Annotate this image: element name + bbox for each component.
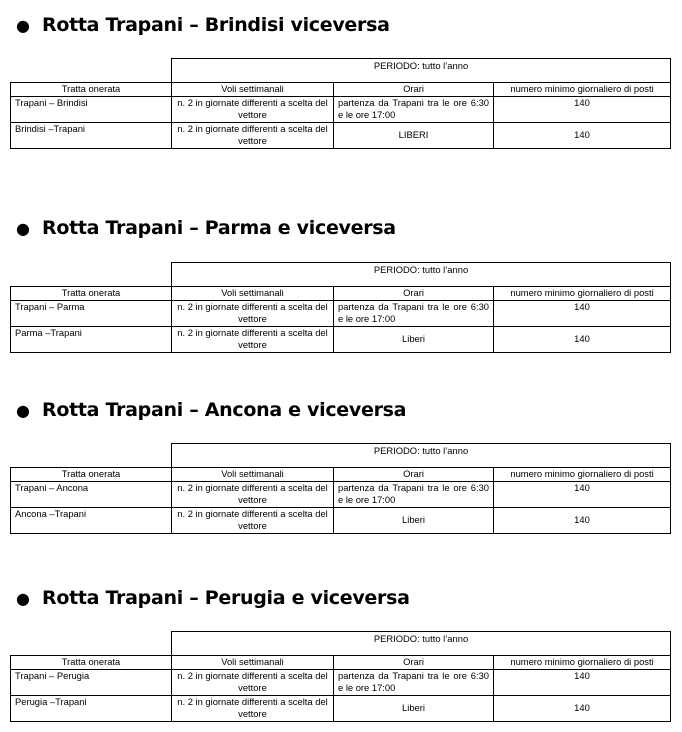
cell-voli: n. 2 in giornate differenti a scelta del vettore bbox=[172, 507, 334, 533]
periodo-cell: PERIODO: tutto l’anno bbox=[172, 444, 671, 468]
cell-orari: partenza da Trapani tra le ore 6:30 e le ore 17:00 bbox=[334, 481, 494, 507]
periodo-row bbox=[11, 59, 671, 83]
cell-voli: n. 2 in giornate differenti a scelta del vettore bbox=[172, 695, 334, 721]
route-table bbox=[10, 631, 671, 722]
header-orari: Orari bbox=[334, 656, 494, 670]
header-orari: Orari bbox=[334, 83, 494, 97]
periodo-cell: PERIODO: tutto l’anno bbox=[172, 59, 671, 83]
cell-tratta: Perugia –Trapani bbox=[11, 695, 172, 721]
cell-voli: n. 2 in giornate differenti a scelta del vettore bbox=[172, 96, 334, 122]
cell-tratta: Trapani – Brindisi bbox=[11, 96, 172, 122]
header-voli: Voli settimanali bbox=[172, 83, 334, 97]
header-posti: numero minimo giornaliero di posti bbox=[494, 83, 671, 97]
table-row bbox=[11, 695, 671, 721]
cell-posti: 140 bbox=[494, 669, 671, 695]
table-row bbox=[11, 326, 671, 352]
cell-orari: partenza da Trapani tra le ore 6:30 e le ore 17:00 bbox=[334, 669, 494, 695]
header-posti: numero minimo giornaliero di posti bbox=[494, 656, 671, 670]
table-row bbox=[11, 300, 671, 326]
table-row bbox=[11, 122, 671, 148]
header-tratta: Tratta onerata bbox=[11, 83, 172, 97]
header-row bbox=[11, 656, 671, 670]
route-heading bbox=[16, 214, 396, 242]
bullet-icon: ● bbox=[16, 588, 30, 608]
blank-cell bbox=[11, 444, 172, 468]
route-table bbox=[10, 58, 671, 149]
periodo-cell: PERIODO: tutto l’anno bbox=[172, 632, 671, 656]
cell-voli: n. 2 in giornate differenti a scelta del vettore bbox=[172, 326, 334, 352]
header-orari: Orari bbox=[334, 468, 494, 482]
route-heading bbox=[16, 396, 406, 424]
cell-posti: 140 bbox=[494, 300, 671, 326]
cell-tratta: Trapani – Ancona bbox=[11, 481, 172, 507]
route-title: Rotta Trapani – Perugia e viceversa bbox=[42, 587, 410, 609]
cell-voli: n. 2 in giornate differenti a scelta del vettore bbox=[172, 122, 334, 148]
header-row bbox=[11, 287, 671, 301]
cell-orari: Liberi bbox=[334, 507, 494, 533]
cell-tratta: Brindisi –Trapani bbox=[11, 122, 172, 148]
cell-posti: 140 bbox=[494, 507, 671, 533]
cell-posti: 140 bbox=[494, 96, 671, 122]
route-title: Rotta Trapani – Brindisi viceversa bbox=[42, 14, 390, 36]
cell-posti: 140 bbox=[494, 326, 671, 352]
cell-tratta: Trapani – Perugia bbox=[11, 669, 172, 695]
bullet-icon: ● bbox=[16, 400, 30, 420]
cell-orari: Liberi bbox=[334, 326, 494, 352]
table-row bbox=[11, 481, 671, 507]
bullet-icon: ● bbox=[16, 15, 30, 35]
header-voli: Voli settimanali bbox=[172, 287, 334, 301]
route-heading bbox=[16, 11, 390, 39]
header-orari: Orari bbox=[334, 287, 494, 301]
cell-orari: Liberi bbox=[334, 695, 494, 721]
route-table bbox=[10, 262, 671, 353]
cell-posti: 140 bbox=[494, 695, 671, 721]
header-row bbox=[11, 468, 671, 482]
cell-orari: partenza da Trapani tra le ore 6:30 e le ore 17:00 bbox=[334, 300, 494, 326]
cell-tratta: Parma –Trapani bbox=[11, 326, 172, 352]
route-heading bbox=[16, 584, 410, 612]
cell-voli: n. 2 in giornate differenti a scelta del vettore bbox=[172, 300, 334, 326]
cell-orari: LIBERI bbox=[334, 122, 494, 148]
cell-voli: n. 2 in giornate differenti a scelta del vettore bbox=[172, 481, 334, 507]
cell-tratta: Trapani – Parma bbox=[11, 300, 172, 326]
table-row bbox=[11, 507, 671, 533]
route-table bbox=[10, 443, 671, 534]
header-tratta: Tratta onerata bbox=[11, 287, 172, 301]
cell-posti: 140 bbox=[494, 481, 671, 507]
blank-cell bbox=[11, 263, 172, 287]
header-voli: Voli settimanali bbox=[172, 656, 334, 670]
table-row bbox=[11, 669, 671, 695]
cell-posti: 140 bbox=[494, 122, 671, 148]
cell-orari: partenza da Trapani tra le ore 6:30 e le ore 17:00 bbox=[334, 96, 494, 122]
periodo-row bbox=[11, 444, 671, 468]
header-posti: numero minimo giornaliero di posti bbox=[494, 287, 671, 301]
header-posti: numero minimo giornaliero di posti bbox=[494, 468, 671, 482]
periodo-row bbox=[11, 632, 671, 656]
periodo-row bbox=[11, 263, 671, 287]
header-tratta: Tratta onerata bbox=[11, 656, 172, 670]
table-row bbox=[11, 96, 671, 122]
header-voli: Voli settimanali bbox=[172, 468, 334, 482]
periodo-cell: PERIODO: tutto l’anno bbox=[172, 263, 671, 287]
route-title: Rotta Trapani – Parma e viceversa bbox=[42, 217, 396, 239]
route-title: Rotta Trapani – Ancona e viceversa bbox=[42, 399, 407, 421]
cell-tratta: Ancona –Trapani bbox=[11, 507, 172, 533]
cell-voli: n. 2 in giornate differenti a scelta del vettore bbox=[172, 669, 334, 695]
header-tratta: Tratta onerata bbox=[11, 468, 172, 482]
bullet-icon: ● bbox=[16, 218, 30, 238]
blank-cell bbox=[11, 632, 172, 656]
header-row bbox=[11, 83, 671, 97]
blank-cell bbox=[11, 59, 172, 83]
